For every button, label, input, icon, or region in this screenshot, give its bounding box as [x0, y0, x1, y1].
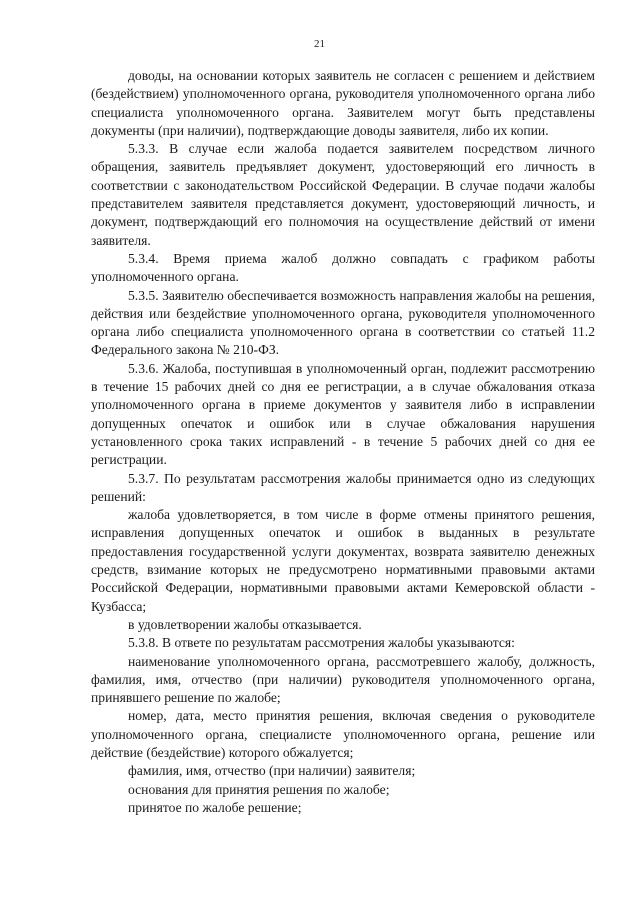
paragraph: номер, дата, место принятия решения, включая сведения о руководителе уполномоченного органа, специалисте уполномоченного органа, решение или действие (бездействие) которого обжалуется;: [91, 708, 595, 760]
page-number: 21: [314, 38, 325, 50]
paragraph: в удовлетворении жалобы отказывается.: [128, 616, 362, 632]
paragraph: основания для принятия решения по жалобе;: [128, 781, 390, 797]
paragraph: 5.3.4. Время приема жалоб должно совпадать с графиком работы уполномоченного органа.: [91, 250, 595, 285]
paragraph: доводы, на основании которых заявитель не согласен с решением и действием (бездействием) уполномоченного органа, руководителя уполномоченного органа либо специалиста уполномоченного органа. Заявителем могут быть представлены документы (при наличии), подтверждающие доводы заявителя, либо их копии.: [91, 68, 595, 138]
paragraph: наименование уполномоченного органа, рассмотревшего жалобу, должность, фамилия, имя, отчество (при наличии) руководителя уполномоченного органа, принявшего решение по жалобе;: [91, 653, 595, 706]
paragraph: 5.3.3. В случае если жалоба подается заявителем посредством личного обращения, заявитель предъявляет документ, удостоверяющий его личность в соответствии с законодательством Российской Федерации. В случае подачи жалобы представителем заявителя представляется документ, удостоверяющий личность, и документ, подтверждающий его полномочия на осуществление действий от имени заявителя.: [91, 141, 595, 248]
paragraph: принятое по жалобе решение;: [128, 799, 302, 815]
paragraph: 5.3.8. В ответе по результатам рассмотрения жалобы указываются:: [128, 635, 515, 651]
paragraph: 5.3.5. Заявителю обеспечивается возможность направления жалобы на решения, действия или бездействие уполномоченного органа, руководителя уполномоченного органа либо специалиста уполномоченного органа в соответствии со статьей 11.2 Федерального закона № 210-ФЗ.: [91, 287, 595, 358]
paragraph: жалоба удовлетворяется, в том числе в форме отмены принятого решения, исправления допущенных опечаток и ошибок в выданных в результате предоставления государственной услуги документах, возврата заявителю денежных средств, взимание которых не предусмотрено нормативными правовыми актами Российской Федерации, нормативными правовыми актами Кемеровской области - Кузбасса;: [91, 507, 595, 614]
paragraph: 5.3.6. Жалоба, поступившая в уполномоченный орган, подлежит рассмотрению в течение 15 рабочих дней со дня ее регистрации, а в случае обжалования отказа уполномоченного органа в приеме документов у заявителя либо в исправлении допущенных опечаток и ошибок или в случае обжалования нарушения установленного срока таких исправлений - в течение 5 рабочих дней со дня ее регистрации.: [91, 360, 595, 468]
paragraph: фамилия, имя, отчество (при наличии) заявителя;: [128, 763, 416, 779]
paragraph: 5.3.7. По результатам рассмотрения жалобы принимается одно из следующих решений:: [91, 470, 595, 504]
document-body: [91, 67, 595, 817]
